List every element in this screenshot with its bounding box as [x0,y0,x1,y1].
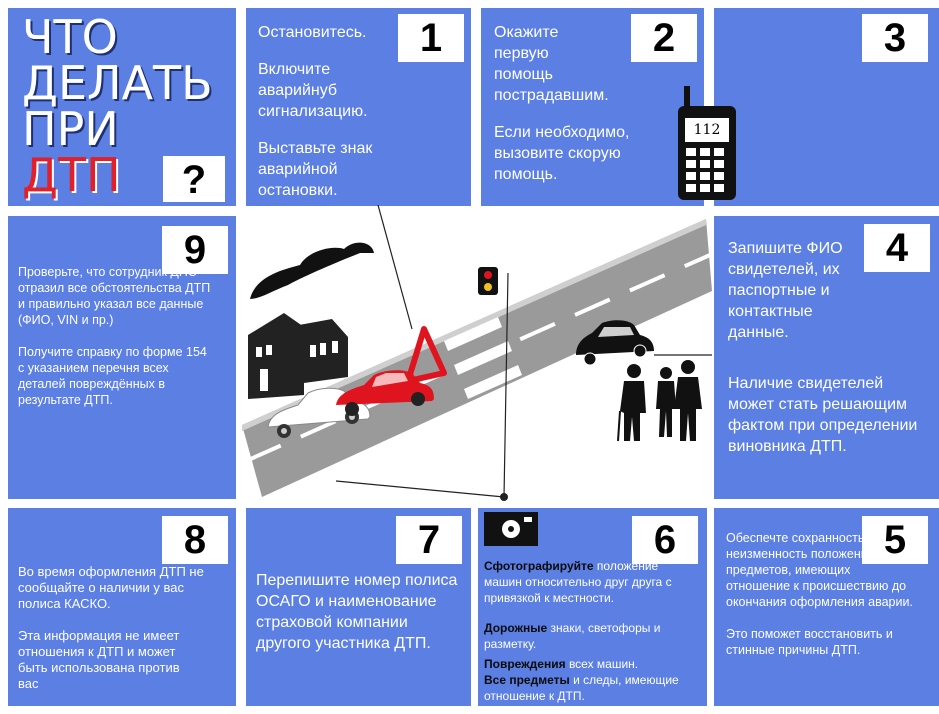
step-6-r3 [484,656,684,672]
step-8-panel [8,508,236,706]
accident-scene-illustration [236,205,712,505]
step-1-p3: Выставьте знак аварийной остановки. [258,140,373,199]
step-2-text [494,22,654,185]
scene-svg [236,205,712,505]
step-6-r1 [484,558,684,606]
step-7-panel [246,508,471,706]
step-6-r2 [484,620,684,652]
witnesses-icon [618,360,702,441]
step-8-text [18,564,228,692]
step-3-number: 3 [862,14,928,62]
step-1-p1: Остановитесь. [258,24,367,41]
step-5-panel [714,508,939,706]
step-2-panel [481,8,704,206]
step-9-panel [8,216,236,499]
pointer-dot [500,493,508,501]
step-9-p2: Получите справку по форме 154 с указанием перечня всех деталей повреждённых в результате ДТП. [18,345,207,407]
step-4-panel [714,216,939,499]
step-1-number: 1 [398,14,464,62]
title-panel [8,8,236,206]
traffic-light-icon [478,267,498,295]
step-7-text [256,570,462,654]
step-5-number: 5 [862,516,928,564]
pointer-line-3 [336,481,504,497]
step-9-p1: Проверьте, что сотрудник ДПС отразил все обстоятельства ДТП и правильно указал все данные (ФИО, VIN и пр.) [18,265,211,327]
step-2-p1: Окажите первую помощь пострадавшим. [494,24,609,104]
step-9-number: 9 [162,226,228,274]
step-6-r2-rest: знаки, светофоры и разметку. [484,621,661,651]
title-line-3: ПРИ [22,102,119,156]
step-8-number: 8 [162,516,228,564]
step-4-p1: Запишите ФИО свидетелей, их паспортные и контактные данные. [728,240,843,341]
step-6-r4-rest: и следы, имеющие отношение к ДТП. [484,673,679,703]
cloud-icon [250,243,374,299]
step-6-r1-bold: Сфотографируйте [484,559,594,573]
question-mark-box: ? [163,156,225,202]
step-1-p2: Включите аварийнуб сигнализацию. [258,61,368,120]
camera-icon [484,512,538,546]
step-5-p2: Это поможет восстановить и стинные причины ДТП. [726,627,893,657]
step-4-p2: Наличие свидетелей может стать решающим фактом при определении виновника ДТП. [728,375,918,455]
step-6-r4-bold: Все предметы [484,673,570,687]
title-line-4: ДТП [22,148,121,202]
step-1-panel [246,8,471,206]
phone-number-label: 112 [693,122,721,138]
step-6-panel [478,508,707,706]
phone-icon [676,86,740,202]
title-line-1: ЧТО [22,10,118,64]
pointer-line-1 [378,205,412,329]
step-6-r4 [484,672,684,704]
step-2-p2: Если необходимо, вызовите скорую помощь. [494,124,630,183]
step-6-text [484,558,684,704]
step-6-r2-bold: Дорожные [484,621,548,635]
step-8-p1: Во время оформления ДТП не сообщайте о наличии у вас полиса КАСКО. [18,564,204,611]
title-line-2: ДЕЛАТЬ [22,56,213,110]
step-5-text [726,530,916,658]
step-6-number: 6 [632,516,698,564]
step-2-number: 2 [631,14,697,62]
step-6-r1-rest: положение машин относительно друг друга с привязкой к местности. [484,559,672,605]
step-6-r3-rest: всех машин. [565,657,639,671]
step-1-text [258,22,398,201]
step-4-number: 4 [864,224,930,272]
step-9-text [18,264,228,408]
step-8-p2: Эта информация не имеет отношения к ДТП и может быть использована против вас [18,628,180,691]
step-7-p1: Перепишите номер полиса ОСАГО и наименование страховой компании другого участника ДТП. [256,572,458,652]
step-5-p1: Обеспечте сохранность и неизменность положения предметов, имеющих отношение к происшествию до окончания оформления аварии. [726,531,913,609]
step-7-number: 7 [396,516,462,564]
step-3-panel [714,8,939,206]
step-6-r3-bold: Повреждения [484,657,566,671]
step-4-text [728,238,928,457]
